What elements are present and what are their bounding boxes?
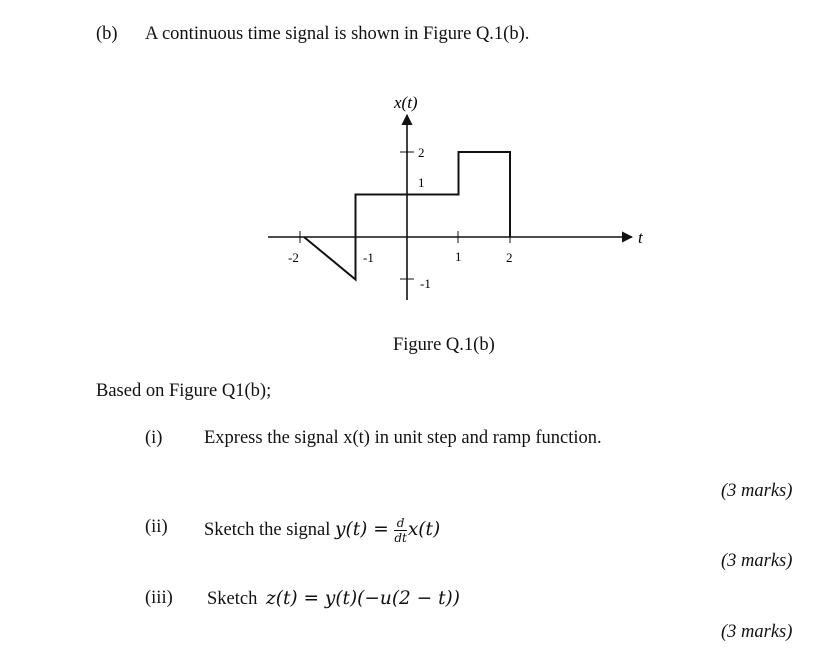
y-axis-label: x(t) [394,93,418,112]
fraction-numerator: d [394,517,407,531]
x-tick-label-neg1: -1 [363,250,374,265]
x-tick-label-1: 1 [455,249,462,264]
based-on-text: Based on Figure Q1(b); [96,381,272,401]
question-ii-rhs: x(t) [407,519,441,540]
question-iii-number: (iii) [145,588,173,608]
fraction-denominator: dt [394,531,407,546]
question-ii-text [204,512,440,548]
question-i-marks: (3 marks) [721,481,793,501]
question-iii-expression: z(t) = y(t)(−u(2 − t)) [265,588,460,609]
question-iii-text [207,588,460,610]
question-iii-marks: (3 marks) [721,622,793,642]
x-tick-label-neg2: -2 [288,250,299,265]
y-tick-label-2: 2 [418,145,425,160]
y-tick-label-1: 1 [418,175,425,190]
y-tick-label-neg1: -1 [420,276,431,291]
question-i-number: (i) [145,428,163,448]
question-i-text: Express the signal x(t) in unit step and ramp function. [204,428,602,448]
question-iii-prefix: Sketch [207,589,258,609]
part-label: (b) [96,24,118,44]
question-ii-number: (ii) [145,517,168,537]
figure-caption: Figure Q.1(b) [393,335,495,355]
x-axis-label: t [638,228,643,247]
part-intro: A continuous time signal is shown in Figure Q.1(b). [145,24,530,44]
question-ii-marks: (3 marks) [721,551,793,571]
x-tick-label-2: 2 [506,250,513,265]
question-ii-prefix: Sketch the signal [204,520,331,540]
derivative-fraction [394,517,407,544]
question-ii-lhs: y(t) = [335,519,389,540]
